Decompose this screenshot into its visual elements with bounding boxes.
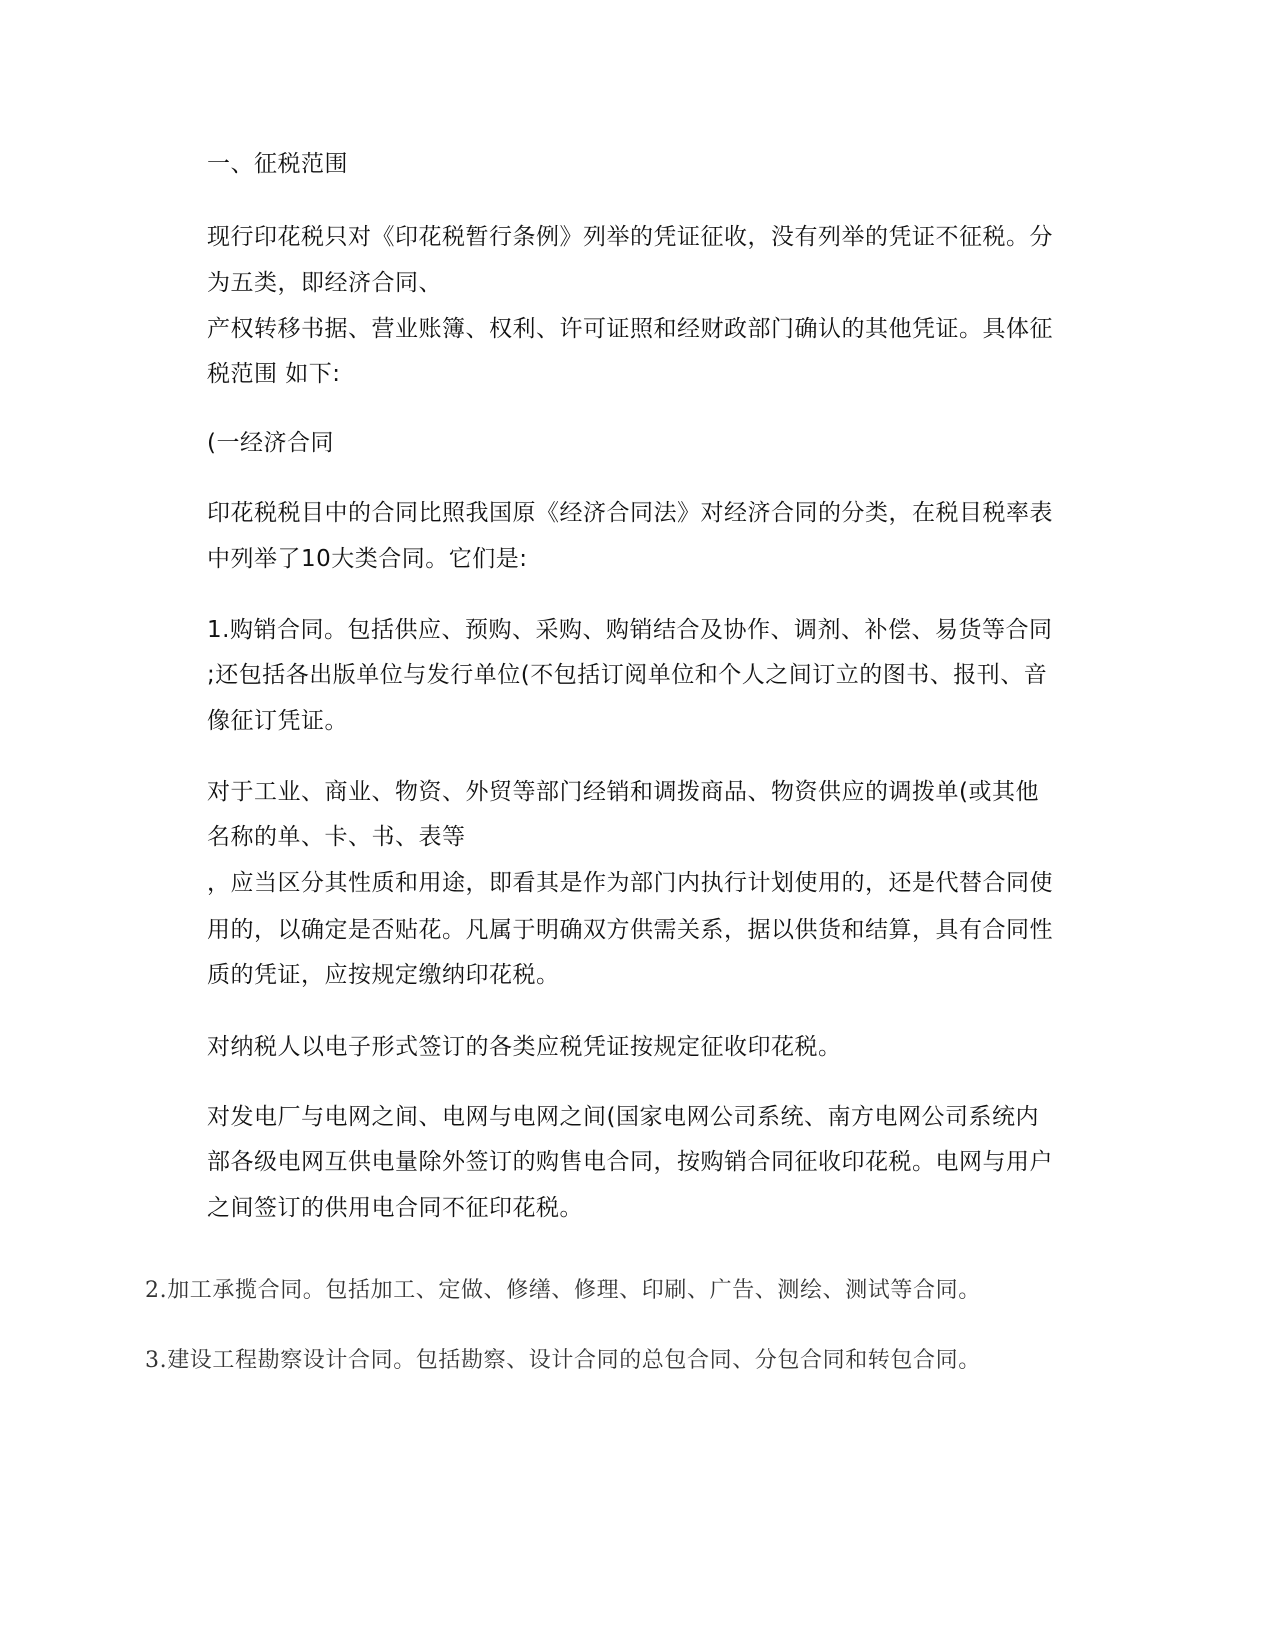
- item-3: 3.建设工程勘察设计合同。包括勘察、设计合同的总包合同、分包合同和转包合同。: [145, 1348, 981, 1373]
- electronic-paragraph: 对纳税人以电子形式签订的各类应税凭证按规定征收印花税。: [207, 1034, 842, 1060]
- contracts-line-1: 印花税税目中的合同比照我国原《经济合同法》对经济合同的分类，在税目税率表: [207, 500, 1053, 526]
- power-line-2: 部各级电网互供电量除外签订的购售电合同，按购销合同征收印花税。电网与用户: [207, 1149, 1053, 1175]
- item-1-line-2: ;还包括各出版单位与发行单位(不包括订阅单位和个人之间订立的图书、报刊、音: [207, 662, 1048, 688]
- item-1-line-1: 1.购销合同。包括供应、预购、采购、购销结合及协作、调剂、补偿、易货等合同: [207, 617, 1053, 643]
- power-line-1: 对发电厂与电网之间、电网与电网之间(国家电网公司系统、南方电网公司系统内: [207, 1104, 1039, 1130]
- allocation-line-3: ，应当区分其性质和用途，即看其是作为部门内执行计划使用的，还是代替合同使: [207, 870, 1053, 896]
- section-heading: 一、征税范围: [207, 151, 348, 177]
- item-1-line-3: 像征订凭证。: [207, 708, 348, 734]
- allocation-line-5: 质的凭证，应按规定缴纳印花税。: [207, 962, 560, 988]
- subsection-heading: (一经济合同: [207, 430, 334, 456]
- allocation-line-4: 用的，以确定是否贴花。凡属于明确双方供需关系，据以供货和结算，具有合同性: [207, 917, 1053, 943]
- power-line-3: 之间签订的供用电合同不征印花税。: [207, 1195, 583, 1221]
- scope-line-2: 为五类，即经济合同、: [207, 270, 442, 296]
- allocation-line-2: 名称的单、卡、书、表等: [207, 824, 466, 850]
- scope-line-3: 产权转移书据、营业账簿、权利、许可证照和经财政部门确认的其他凭证。具体征: [207, 316, 1053, 342]
- scope-line-4: 税范围 如下:: [207, 361, 341, 387]
- scope-line-1: 现行印花税只对《印花税暂行条例》列举的凭证征收，没有列举的凭证不征税。分: [207, 224, 1053, 250]
- allocation-line-1: 对于工业、商业、物资、外贸等部门经销和调拨商品、物资供应的调拨单(或其他: [207, 779, 1039, 805]
- contracts-line-2: 中列举了10大类合同。它们是:: [207, 546, 528, 572]
- item-2: 2.加工承揽合同。包括加工、定做、修缮、修理、印刷、广告、测绘、测试等合同。: [145, 1278, 981, 1303]
